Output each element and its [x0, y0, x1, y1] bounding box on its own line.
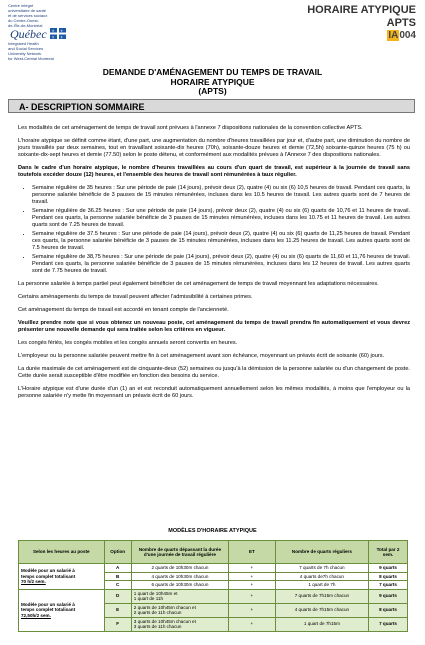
table-title: MODÈLES D'HORAIRE ATYPIQUE: [168, 528, 257, 534]
list-item: • Semaine régulière de 38,75 heures : Sur une période de paie (14 jours), prévoir deux (2), quatre (4) ou six (6) quarts de 11,60 et 11,76 heures de travail. Pendant ces quarts, la personne salariée bénéficie de 3 pauses de 15 minutes rémunérées, incluses dans les 12 heures de travail. Les autres quarts sont de 7.75 heures de travail.: [32, 254, 410, 275]
column-header: Option: [104, 541, 131, 564]
long-shifts-cell: 2 quarts de 10h30m chacun: [131, 564, 228, 573]
paragraph: L'employeur ou la personne salariée peuvent mettre fin à cet aménagement avant son échéance, moyennant un préavis écrit de soixante (60) jours.: [18, 353, 385, 359]
form-identifier: [307, 4, 416, 42]
regular-shifts-cell: 7 quarts de 7h chacun: [275, 564, 368, 573]
form-union: APTS: [386, 17, 416, 29]
column-header: Selon les heures au poste: [19, 541, 105, 564]
group-line: temps complet totalisant: [21, 607, 76, 613]
logo-line: University Network: [8, 51, 42, 56]
paragraph: La durée maximale de cet aménagement est de cinquante-deux (52) semaines ou jusqu'à la démission de la personne salariée ou d'un changement de poste. Cette durée serait susceptible d'être modifiée en fonction des besoins du service.: [18, 366, 410, 379]
et-cell: +: [229, 617, 276, 631]
group-line: 72,50h/2 sem.: [21, 612, 51, 618]
shift-line: 3 quarts de 11h chacun: [133, 624, 182, 629]
logo-line: Integrated Health: [8, 41, 39, 46]
shift-line: 2 quarts de 10h45m chacun et: [133, 604, 196, 610]
paragraph: Cet aménagement du temps de travail est accordé en tenant compte de l'ancienneté.: [18, 307, 229, 313]
quebec-wordmark: Québec: [10, 27, 47, 41]
svg-text:⚜: ⚜: [60, 35, 64, 39]
document-title: [0, 68, 425, 97]
logo-line: for West-Central Montreal: [8, 56, 54, 61]
title-line-2: HORAIRE ATYPIQUE: [170, 76, 255, 87]
title-line-1: DEMANDE D'AMÉNAGEMENT DU TEMPS DE TRAVAIL: [102, 67, 323, 77]
long-shifts-cell: 6 quarts de 10h30m chacun: [131, 581, 228, 590]
paragraph: Les modalités de cet aménagement de temps de travail sont prévues à l'annexe 7 dispositions nationales de la convention collective APTS.: [18, 125, 363, 131]
group-line: Modèle pour un salarié à: [21, 601, 75, 607]
logo-text-french: [8, 3, 50, 28]
section-a-heading: A- DESCRIPTION SOMMAIRE: [8, 99, 415, 113]
svg-text:⚜: ⚜: [51, 35, 55, 39]
regular-shifts-cell: 4 quarts de 7h15m chacun: [275, 603, 368, 617]
form-code: [307, 30, 416, 42]
et-cell: +: [229, 572, 276, 581]
et-cell: +: [229, 589, 276, 603]
long-shifts-cell: [131, 589, 228, 603]
long-shifts-cell: 4 quarts de 10h30m chacun: [131, 572, 228, 581]
logo-line: and Social Services: [8, 46, 44, 51]
table-row: [19, 564, 408, 573]
option-cell: B: [104, 572, 131, 581]
column-header: ET: [229, 541, 276, 564]
shift-line: 1 quart de 10h45m et: [133, 590, 178, 596]
group-line: 70 h/2 sem.: [21, 579, 46, 584]
shift-line: 3 quarts de 10h45m chacun et: [133, 618, 196, 624]
logo-line: du Centre-Ouest-: [8, 18, 39, 23]
paragraph: Les congés fériés, les congés mobiles et les congés annuels seront convertis en heures.: [18, 340, 238, 346]
title-line-3: (APTS): [198, 86, 227, 96]
total-cell: 8 quarts: [369, 603, 408, 617]
table-row: [19, 589, 408, 603]
et-cell: +: [229, 581, 276, 590]
column-header: Nombre de quarts réguliers: [275, 541, 368, 564]
option-cell: C: [104, 581, 131, 590]
group-line: temps complet totalisant: [21, 573, 76, 579]
logo-line: Centre intégré: [8, 3, 34, 8]
logo-line: de-l'Île-de-Montréal: [8, 23, 43, 28]
regular-shifts-cell: 1 quart de 7h: [275, 581, 368, 590]
description-body: [18, 125, 410, 406]
logo-line: et de services sociaux: [8, 13, 48, 18]
regular-shifts-cell: 7 quarts de 7h15m chacun: [275, 589, 368, 603]
paragraph-bold: Veuillez prendre note que si vous obtenez un nouveau poste, cet aménagement du temps de travail prendra fin automatiquement et vous devrez présenter une nouvelle demande qui sera traitée selon les critères en vigueur.: [18, 320, 410, 333]
et-cell: +: [229, 564, 276, 573]
shift-line: 2 quarts de 11h chacun: [133, 610, 182, 615]
paragraph: La personne salariée à temps partiel peut également bénéficier de cet aménagement de temps de travail moyennant les adaptations nécessaires.: [18, 281, 379, 287]
table-header-row: [19, 541, 408, 564]
svg-text:⚜: ⚜: [60, 29, 64, 33]
paragraph: L'Horaire atypique est d'une durée d'un (1) an et est reconduit automatiquement annuellement selon les mêmes modalités, à moins que l'employeur ou la personne salariée n'y mette fin moyennant un préavis écrit de 60 jours.: [18, 386, 410, 399]
total-cell: 9 quarts: [369, 589, 408, 603]
list-item: • Semaine régulière de 35 heures : Sur une période de paie (14 jours), prévoir deux (2), quatre (4) ou six (6) 10,5 heures de travail. Pendant ces quarts, la personne salariée bénéficie de 3 pauses de 15 minutes rémunérées, incluses dans les 10.5 heures de travail. Les autres quarts sont de 7 heures de travail.: [32, 185, 410, 206]
total-cell: 8 quarts: [369, 572, 408, 581]
option-cell: D: [104, 589, 131, 603]
column-header: Total par 2 sem.: [369, 541, 408, 564]
logo-text-english: [8, 41, 88, 61]
option-cell: F: [104, 617, 131, 631]
total-cell: 7 quarts: [369, 617, 408, 631]
shift-line: 1 quart de 11h: [133, 596, 164, 601]
paragraph: L'horaire atypique se définit comme étant, d'une part, une augmentation du nombre d'heures travaillées par jour et, d'autre part, une diminution du nombre de jours travaillés par deux semaines, tout en travaillant soixante-dix heures (70h), soixante-douze heures et demie (72,5h) soixante-quinze heures (75 h) ou soixante-dix-sept heures et demie (77.50) selon le poste détenu, et conformément aux modalités prévues à l'Annexe 7 des dispositions nationales.: [18, 138, 410, 158]
paragraph-bold: Dans le cadre d'un horaire atypique, le nombre d'heures travaillées au cours d'un quart de travail, est supérieur à la journée de travail sans toutefois excéder douze (12) heures, et l'ensemble des heures de travail sont rémunérées à taux régulier.: [18, 165, 410, 178]
model-group-70h: [19, 564, 105, 590]
schedule-list: [18, 185, 410, 275]
model-group-72h: [19, 589, 105, 631]
option-cell: E: [104, 603, 131, 617]
form-type-title: HORAIRE ATYPIQUE: [307, 4, 416, 16]
svg-text:⚜: ⚜: [51, 29, 55, 33]
total-cell: 9 quarts: [369, 564, 408, 573]
page-header: [0, 0, 425, 60]
form-code-prefix: IA: [388, 30, 399, 41]
et-cell: +: [229, 603, 276, 617]
long-shifts-cell: [131, 603, 228, 617]
ciusss-logo: [8, 3, 148, 61]
option-cell: A: [104, 564, 131, 573]
regular-shifts-cell: 4 quarts de7h chacun: [275, 572, 368, 581]
total-cell: 7 quarts: [369, 581, 408, 590]
schedule-models-table: [18, 540, 408, 632]
regular-shifts-cell: 1 quart de 7h15m: [275, 617, 368, 631]
form-code-number: 004: [399, 30, 416, 41]
logo-line: universitaire de santé: [8, 8, 47, 13]
paragraph: Certains aménagements du temps de travail peuvent affecter l'admissibilité à certaines primes.: [18, 294, 253, 300]
group-line: Modèle pour un salarié à: [21, 568, 75, 573]
column-header: Nombre de quarts dépassant la durée d'une journée de travail régulière: [131, 541, 228, 564]
long-shifts-cell: [131, 617, 228, 631]
quebec-flag-icon: [50, 28, 66, 39]
list-item: • Semaine régulière de 36.25 heures : Sur une période de paie (14 jours), prévoir deux (2), quatre (4) ou six (6) quarts de 10,76 et 11 heures de travail. Pendant ces quarts, la personne salariée bénéficie de 3 pauses de 15 minutes rémunérées, incluses dans les 10.75 et 11 heures de travail. Les autres quarts sont de 7.25 heures de travail.: [32, 208, 410, 229]
list-item: • Semaine régulière de 37.5 heures : Sur une période de paie (14 jours), prévoir deux (2), quatre (4) ou six (6) quarts de 11,25 heures de travail. Pendant ces quarts, la personne salariée bénéficie de 3 pauses de 15 minutes rémunérées, incluses dans les 11.25 heures de travail. Les autres quarts sont de 7.5 heures de travail.: [32, 231, 410, 252]
